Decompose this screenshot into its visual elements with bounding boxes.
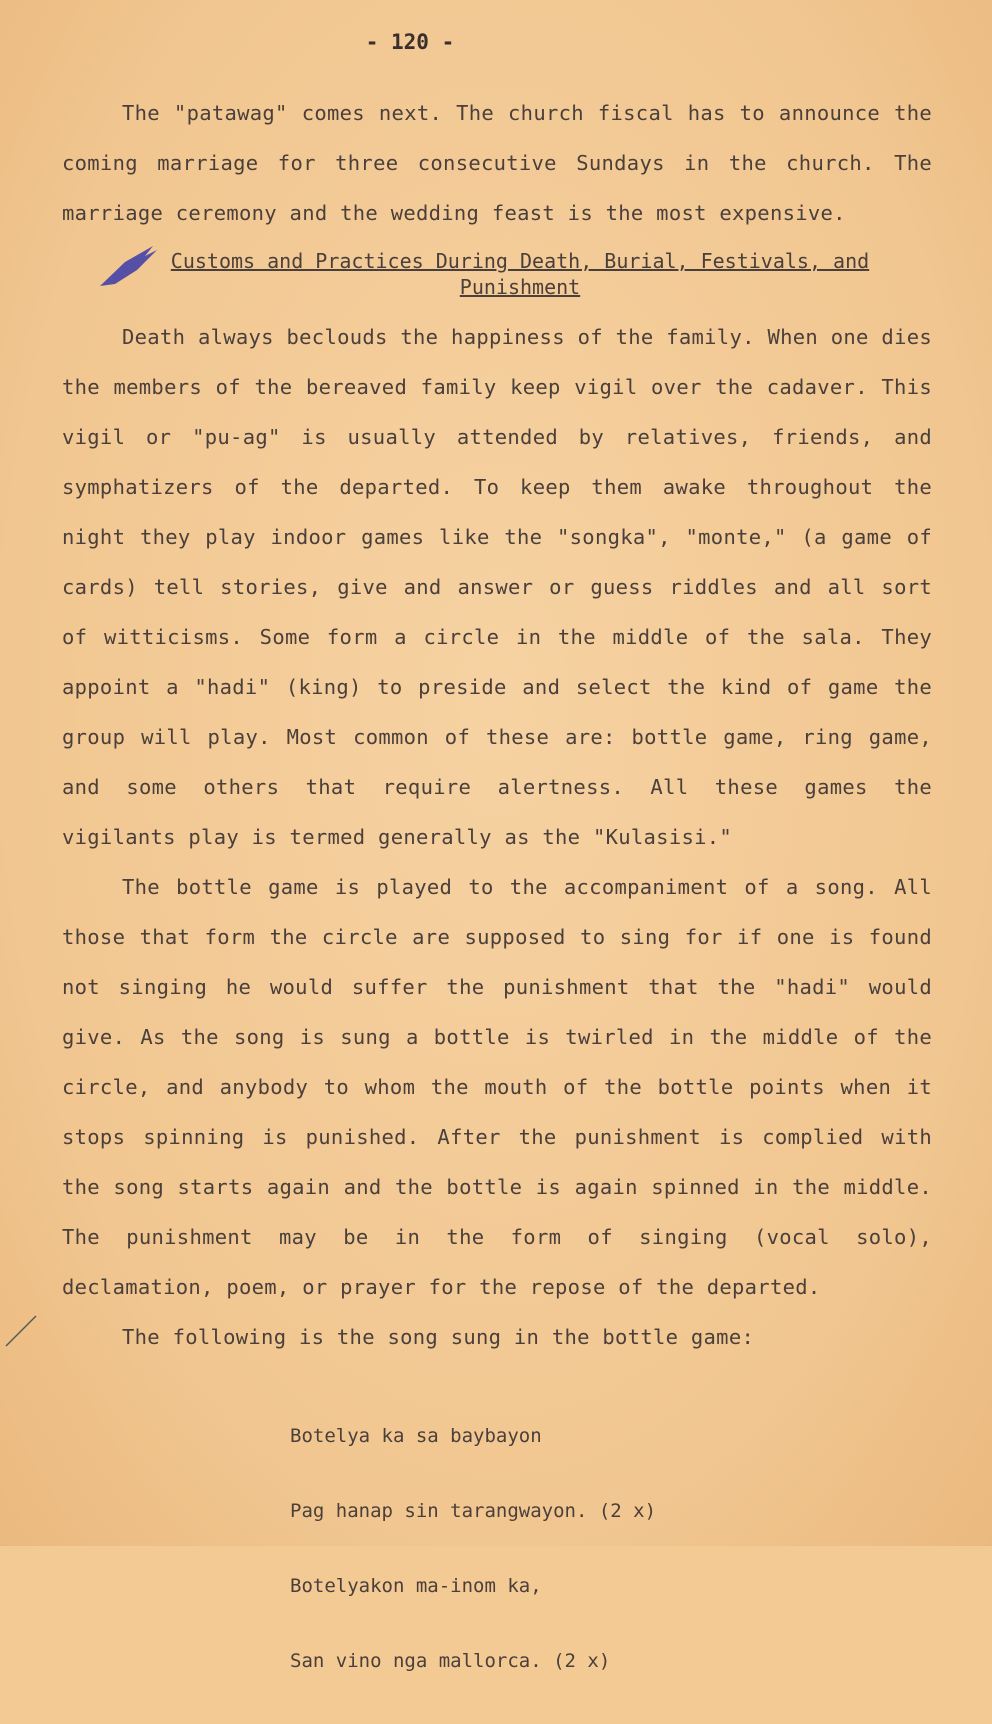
paragraph-death-vigil: Death always beclouds the happiness of the family. When one dies the members of the bereaved family keep vigil over the cadaver. This vigil or "pu-ag" is usually attended by relatives, friends, and symphatizers of the departed. To keep them awake throughout the night they play indoor games like the "songka", "monte," (a game of cards) tell stories, give and answer or guess riddles and all sort of witticisms. Some form a circle in the middle of the sala. They appoint a "hadi" (king) to preside and select the kind of game the group will play. Most common of these are: bottle game, ring game, and some others that require alertness. All these games the vigilants play is termed generally as the "Kulasisi." bbox=[62, 325, 932, 849]
song-lyrics bbox=[290, 1374, 750, 1724]
song-line: Botelya ka sa baybayon bbox=[290, 1425, 542, 1447]
song-line: San vino nga mallorca. (2 x) bbox=[290, 1650, 611, 1672]
paragraph-patawag: The "patawag" comes next. The church fiscal has to announce the coming marriage for three consecutive Sundays in the church. The marriage ceremony and the wedding feast is the most expensive. bbox=[62, 101, 932, 225]
paragraph-bottle-game: The bottle game is played to the accompaniment of a song. All those that form the circle are supposed to sing for if one is found not singing he would suffer the punishment that the "hadi" would give. As the song is sung a bottle is twirled in the middle of the circle, and anybody to whom the mouth of the bottle points when it stops spinning is punished. After the punishment is complied with the song starts again and the bottle is again spinned in the middle. The punishment may be in the form of singing (vocal solo), declamation, poem, or prayer for the repose of the departed. bbox=[62, 875, 932, 1299]
paragraph-song-intro: The following is the song sung in the bottle game: bbox=[122, 1325, 755, 1349]
section-heading: Customs and Practices During Death, Burial, Festivals, and Punishment bbox=[170, 249, 870, 299]
pencil-mark-icon bbox=[2, 1310, 42, 1350]
song-line: Pag hanap sin tarangwayon. (2 x) bbox=[290, 1500, 657, 1522]
page-number: - 120 - bbox=[365, 30, 455, 54]
song-line: Botelyakon ma-inom ka, bbox=[290, 1575, 542, 1597]
